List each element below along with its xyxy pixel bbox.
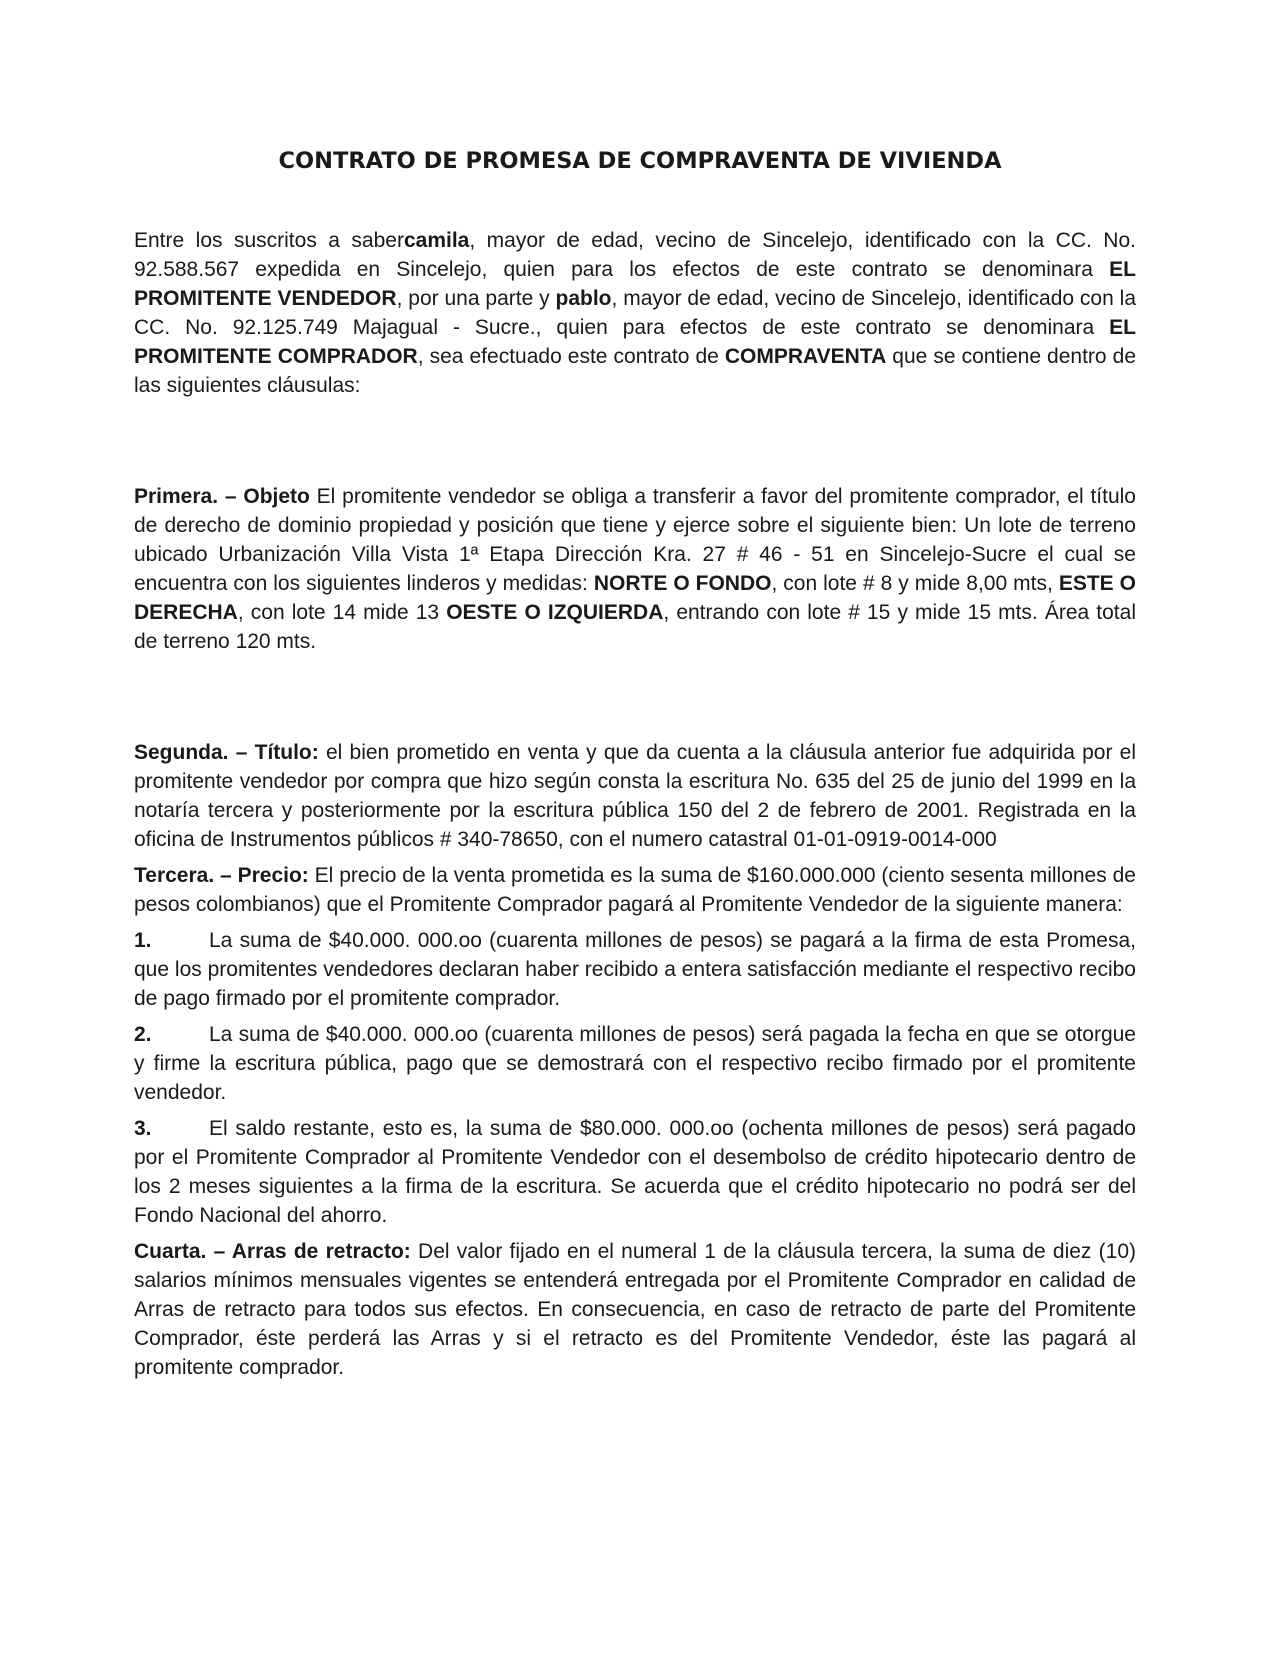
buyer-role: EL PROMITENTE COMPRADOR [134, 316, 1136, 368]
list-item: 3. El saldo restante, esto es, la suma de $80.000. 000.oo (ochenta millones de pesos) será pagado por el Promitente Comprador al Promitente Vendedor con el desembolso de crédito hipotecario dentro de los 2 meses siguientes a la firma de la escritura. Se acuerda que el crédito hipotecario no podrá ser del Fondo Nacional del ahorro. [134, 1117, 1136, 1227]
clause-tercera: Tercera. – Precio: El precio de la venta prometida es la suma de $160.000.000 (ciento sesenta millones de pesos colombianos) que el Promitente Comprador pagará al Promitente Vendedor de la siguiente manera: [134, 864, 1136, 916]
page-title: CONTRATO DE PROMESA DE COMPRAVENTA DE VIVIENDA [278, 148, 1002, 174]
seller-name: camila [403, 229, 470, 252]
clause-primera: Primera. – Objeto El promitente vendedor se obliga a transferir a favor del promitente comprador, el título de derecho de dominio propiedad y posición que tiene y ejerce sobre el siguiente bien: Un lote de terreno ubicado Urbanización Villa Vista 1ª Etapa Dirección Kra. 27 # 46 - 51 en Sincelejo-Sucre el cual se encuentra con los siguientes linderos y medidas: NORTE O FONDO, con lote # 8 y mide 8,00 mts, ESTE O DERECHA, con lote 14 mide 13 OESTE O IZQUIERDA, entrando con lote # 15 y mide 15 mts. Área total de terreno 120 mts. [134, 485, 1136, 653]
clause-heading: Segunda. – Título: [134, 741, 319, 764]
seller-role: EL PROMITENTE VENDEDOR [134, 258, 1136, 310]
list-item: 1. La suma de $40.000. 000.oo (cuarenta millones de pesos) se pagará a la firma de esta Promesa, que los promitentes vendedores declaran haber recibido a entera satisfacción mediante el respectivo recibo de pago firmado por el promitente comprador. [134, 929, 1136, 1010]
clause-heading: Tercera. – Precio: [134, 864, 309, 887]
clause-heading: Primera. – Objeto [134, 485, 310, 508]
spacer [134, 656, 1136, 738]
spacer [134, 400, 1136, 482]
intro-paragraph: Entre los suscritos a sabercamila, mayor de edad, vecino de Sincelejo, identificado con la CC. No. 92.588.567 expedida en Sincelejo, quien para los efectos de este contrato se denominara EL PROMITENTE VENDEDOR, por una parte y pablo, mayor de edad, vecino de Sincelejo, identificado con la CC. No. 92.125.749 Majagual - Sucre., quien para efectos de este contrato se denominara EL PROMITENTE COMPRADOR, sea efectuado este contrato de COMPRAVENTA que se contiene dentro de las siguientes cláusulas: [134, 229, 1136, 397]
contract-type: COMPRAVENTA [724, 345, 887, 368]
list-item: 2. La suma de $40.000. 000.oo (cuarenta millones de pesos) será pagada la fecha en que se otorgue y firme la escritura pública, pago que se demostrará con el respectivo recibo firmado por el promitente vendedor. [134, 1023, 1136, 1104]
buyer-name: pablo [555, 287, 612, 310]
clause-cuarta: Cuarta. – Arras de retracto: Del valor fijado en el numeral 1 de la cláusula tercera, la suma de diez (10) salarios mínimos mensuales vigentes se entenderá entregada por el Promitente Comprador en calidad de Arras de retracto para todos sus efectos. En consecuencia, en caso de retracto de parte del Promitente Comprador, éste perderá las Arras y si el retracto es del Promitente Vendedor, éste las pagará al promitente comprador. [134, 1240, 1137, 1379]
clause-segunda: Segunda. – Título: el bien prometido en venta y que da cuenta a la cláusula anterior fue adquirida por el promitente vendedor por compra que hizo según consta la escritura No. 635 del 25 de junio del 1999 en la notaría tercera y posteriormente por la escritura pública 150 del 2 de febrero de 2001. Registrada en la oficina de Instrumentos públicos # 340-78650, con el numero catastral 01-01-0919-0014-000 [134, 741, 1136, 851]
clause-heading: Cuarta. – Arras de retracto: [134, 1240, 411, 1263]
document-body [134, 226, 1136, 1382]
